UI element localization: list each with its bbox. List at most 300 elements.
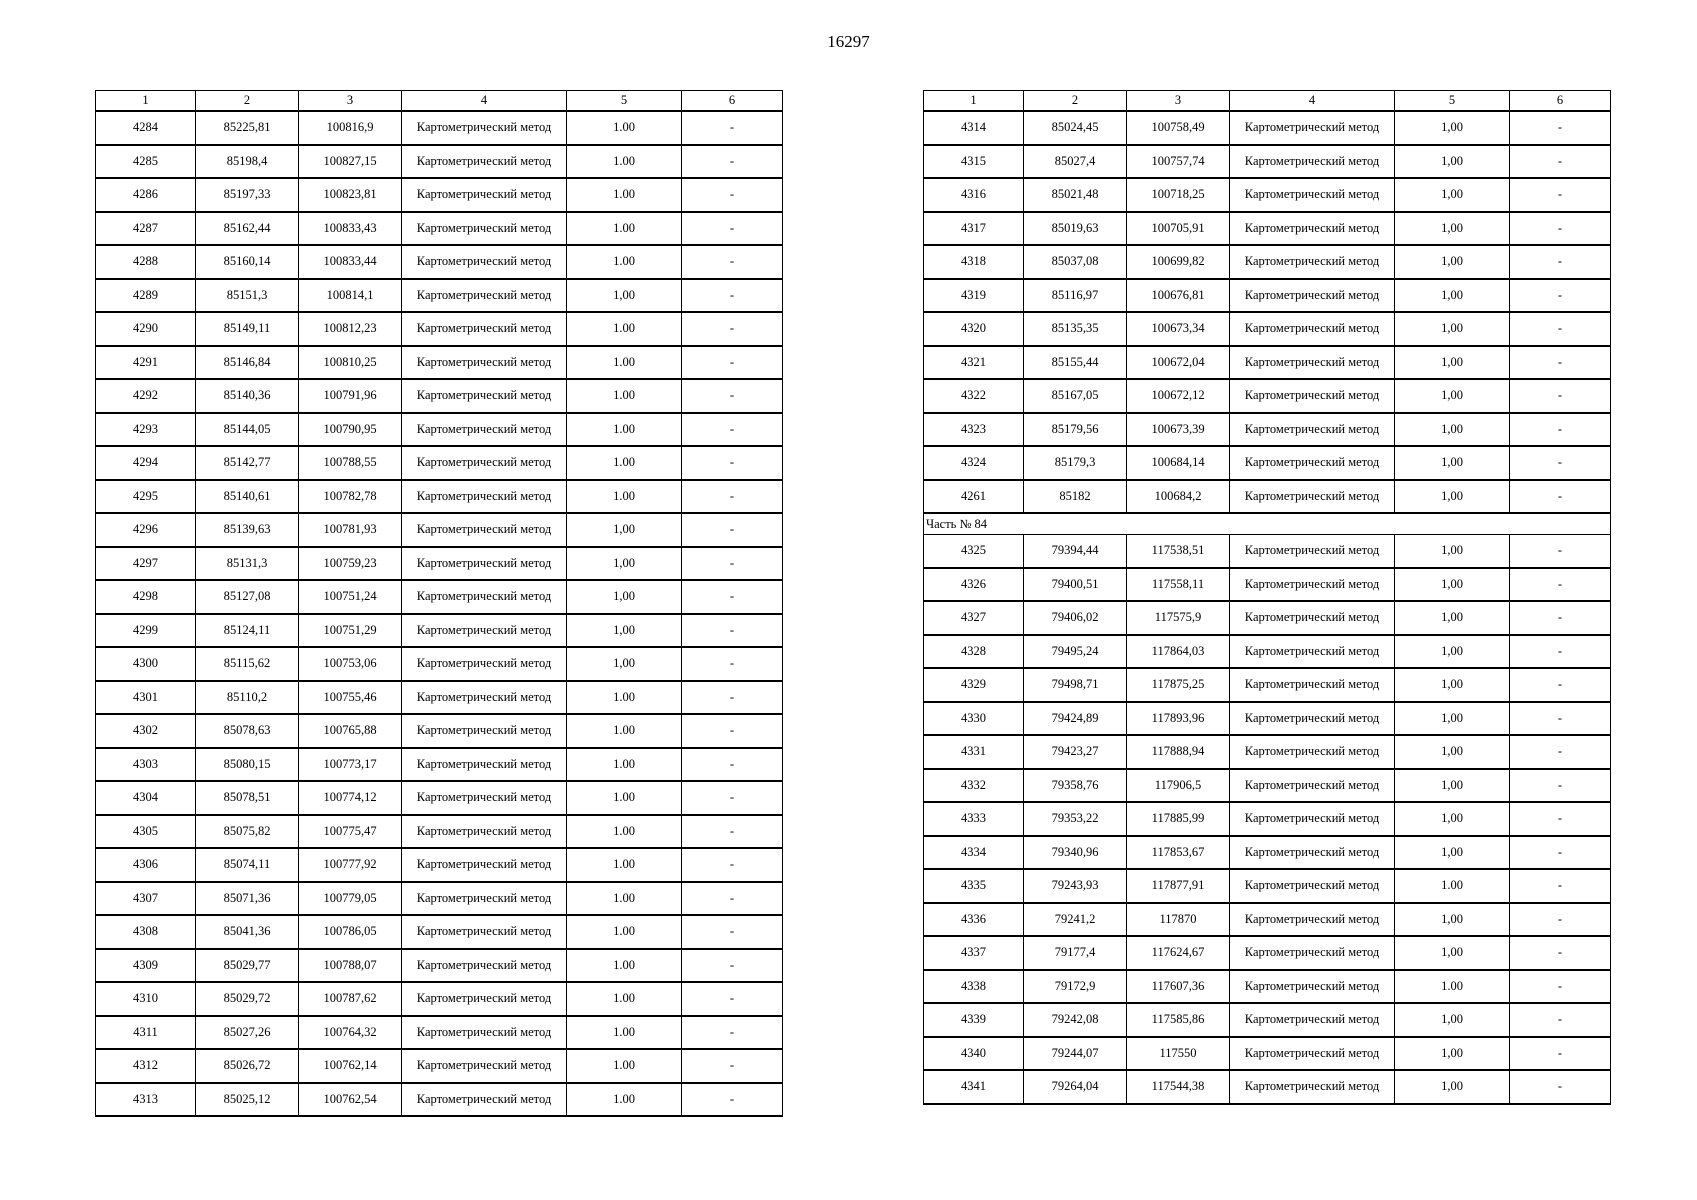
table-cell: 1,00 xyxy=(1395,1037,1510,1071)
table-cell: 1.00 xyxy=(567,949,682,983)
table-row xyxy=(924,1070,1611,1104)
table-cell: 85151,3 xyxy=(196,279,299,313)
table-cell: - xyxy=(682,480,783,514)
table-row xyxy=(96,547,783,581)
table-cell: 100758,49 xyxy=(1127,111,1230,145)
table-cell: Картометрический метод xyxy=(402,882,567,916)
table-row xyxy=(924,480,1611,514)
table-cell: 117906,5 xyxy=(1127,769,1230,803)
table-cell: 79172,9 xyxy=(1024,970,1127,1004)
table-row xyxy=(924,312,1611,346)
table-cell: 85197,33 xyxy=(196,178,299,212)
table-cell: - xyxy=(1510,379,1611,413)
table-cell: - xyxy=(1510,446,1611,480)
table-cell: 1,00 xyxy=(567,513,682,547)
table-cell: - xyxy=(1510,480,1611,514)
table-cell: - xyxy=(682,346,783,380)
table-cell: - xyxy=(682,379,783,413)
table-cell: 4341 xyxy=(924,1070,1024,1104)
table-cell: 85135,35 xyxy=(1024,312,1127,346)
table-row xyxy=(96,1083,783,1117)
table-cell: 1,00 xyxy=(1395,379,1510,413)
table-cell: - xyxy=(1510,903,1611,937)
table-cell: 1,00 xyxy=(1395,568,1510,602)
table-row xyxy=(96,379,783,413)
table-cell: 1,00 xyxy=(1395,312,1510,346)
table-cell: 4304 xyxy=(96,781,196,815)
table-cell: 1.00 xyxy=(1395,869,1510,903)
table-cell: 79394,44 xyxy=(1024,535,1127,568)
table-cell: Картометрический метод xyxy=(402,312,567,346)
table-cell: 100673,34 xyxy=(1127,312,1230,346)
table-cell: Картометрический метод xyxy=(402,346,567,380)
table-cell: - xyxy=(682,513,783,547)
table-cell: 4317 xyxy=(924,212,1024,246)
table-cell: 4300 xyxy=(96,647,196,681)
table-cell: 4334 xyxy=(924,836,1024,870)
table-cell: 100782,78 xyxy=(299,480,402,514)
table-cell: 100751,29 xyxy=(299,614,402,648)
table-row xyxy=(924,970,1611,1004)
table-row xyxy=(96,815,783,849)
table-cell: 4286 xyxy=(96,178,196,212)
table-cell: Картометрический метод xyxy=(402,480,567,514)
column-header: 4 xyxy=(1230,91,1395,112)
table-cell: 79423,27 xyxy=(1024,735,1127,769)
table-cell: 85149,11 xyxy=(196,312,299,346)
table-cell: Картометрический метод xyxy=(402,212,567,246)
table-cell: Картометрический метод xyxy=(1230,702,1395,736)
table-row xyxy=(924,735,1611,769)
table-cell: 79424,89 xyxy=(1024,702,1127,736)
table-cell: 4338 xyxy=(924,970,1024,1004)
table-cell: 1.00 xyxy=(567,681,682,715)
table-cell: 79353,22 xyxy=(1024,802,1127,836)
table-cell: 4315 xyxy=(924,145,1024,179)
table-cell: - xyxy=(682,1049,783,1083)
table-row xyxy=(924,279,1611,313)
table-cell: 4261 xyxy=(924,480,1024,514)
table-cell: 4306 xyxy=(96,848,196,882)
table-cell: Картометрический метод xyxy=(1230,802,1395,836)
table-cell: - xyxy=(682,647,783,681)
table-row xyxy=(96,480,783,514)
table-cell: 117558,11 xyxy=(1127,568,1230,602)
table-cell: 1.00 xyxy=(567,781,682,815)
table-cell: Картометрический метод xyxy=(1230,279,1395,313)
table-cell: 1,00 xyxy=(1395,111,1510,145)
table-row xyxy=(96,949,783,983)
table-cell: - xyxy=(682,111,783,145)
table-cell: 4298 xyxy=(96,580,196,614)
column-header: 6 xyxy=(1510,91,1611,112)
table-row xyxy=(96,513,783,547)
table-cell: Картометрический метод xyxy=(1230,735,1395,769)
table-cell: 1,00 xyxy=(1395,279,1510,313)
table-cell: 79177,4 xyxy=(1024,936,1127,970)
table-row xyxy=(924,145,1611,179)
table-cell: 100765,88 xyxy=(299,714,402,748)
table-cell: 100787,62 xyxy=(299,982,402,1016)
table-cell: 85116,97 xyxy=(1024,279,1127,313)
table-cell: 4329 xyxy=(924,668,1024,702)
table-cell: 100672,12 xyxy=(1127,379,1230,413)
table-cell: Картометрический метод xyxy=(402,111,567,145)
table-cell: 4294 xyxy=(96,446,196,480)
table-cell: Картометрический метод xyxy=(402,748,567,782)
table-cell: 1,00 xyxy=(1395,702,1510,736)
table-cell: - xyxy=(682,714,783,748)
table-cell: 117864,03 xyxy=(1127,635,1230,669)
table-cell: 1.00 xyxy=(567,982,682,1016)
table-row xyxy=(924,379,1611,413)
table-cell: Картометрический метод xyxy=(402,714,567,748)
table-cell: - xyxy=(1510,769,1611,803)
table-cell: Картометрический метод xyxy=(1230,245,1395,279)
table-cell: Картометрический метод xyxy=(402,513,567,547)
table-cell: 1.00 xyxy=(567,748,682,782)
table-cell: - xyxy=(682,781,783,815)
column-header: 4 xyxy=(402,91,567,112)
table-cell: Картометрический метод xyxy=(1230,178,1395,212)
table-cell: 85071,36 xyxy=(196,882,299,916)
table-cell: - xyxy=(1510,668,1611,702)
table-cell: 79340,96 xyxy=(1024,836,1127,870)
table-row xyxy=(96,413,783,447)
table-cell: - xyxy=(1510,212,1611,246)
table-cell: 1.00 xyxy=(567,848,682,882)
table-cell: 85167,05 xyxy=(1024,379,1127,413)
table-cell: 85155,44 xyxy=(1024,346,1127,380)
table-cell: 4292 xyxy=(96,379,196,413)
table-cell: 4303 xyxy=(96,748,196,782)
table-cell: 4337 xyxy=(924,936,1024,970)
table-cell: Картометрический метод xyxy=(402,245,567,279)
table-cell: 100672,04 xyxy=(1127,346,1230,380)
table-cell: Картометрический метод xyxy=(1230,111,1395,145)
table-cell: 1,00 xyxy=(1395,446,1510,480)
table-cell: 85160,14 xyxy=(196,245,299,279)
table-cell: Картометрический метод xyxy=(1230,446,1395,480)
table-cell: 85140,36 xyxy=(196,379,299,413)
table-cell: 79406,02 xyxy=(1024,601,1127,635)
table-row xyxy=(924,1003,1611,1037)
table-cell: 100827,15 xyxy=(299,145,402,179)
table-cell: 1.00 xyxy=(567,178,682,212)
table-row xyxy=(924,836,1611,870)
table-cell: 4287 xyxy=(96,212,196,246)
table-cell: - xyxy=(682,1016,783,1050)
table-cell: 100786,05 xyxy=(299,915,402,949)
table-cell: 100757,74 xyxy=(1127,145,1230,179)
table-cell: 100788,07 xyxy=(299,949,402,983)
table-cell: 4335 xyxy=(924,869,1024,903)
table-cell: Картометрический метод xyxy=(402,781,567,815)
table-cell: 1,00 xyxy=(1395,346,1510,380)
table-cell: - xyxy=(682,580,783,614)
table-cell: 4326 xyxy=(924,568,1024,602)
table-cell: 4332 xyxy=(924,769,1024,803)
table-cell: - xyxy=(1510,178,1611,212)
table-cell: 1,00 xyxy=(567,647,682,681)
table-cell: 4309 xyxy=(96,949,196,983)
table-cell: 1,00 xyxy=(1395,1003,1510,1037)
table-cell: - xyxy=(682,1083,783,1117)
column-header: 2 xyxy=(1024,91,1127,112)
table-cell: Картометрический метод xyxy=(402,178,567,212)
table-cell: 117575,9 xyxy=(1127,601,1230,635)
table-cell: 1.00 xyxy=(567,346,682,380)
table-row xyxy=(924,702,1611,736)
table-cell: Картометрический метод xyxy=(402,1083,567,1117)
table-cell: Картометрический метод xyxy=(1230,769,1395,803)
table-cell: 117885,99 xyxy=(1127,802,1230,836)
column-header: 1 xyxy=(96,91,196,112)
table-cell: 117877,91 xyxy=(1127,869,1230,903)
table-cell: 1.00 xyxy=(567,111,682,145)
table-cell: - xyxy=(1510,245,1611,279)
table-cell: - xyxy=(1510,601,1611,635)
table-cell: Картометрический метод xyxy=(402,145,567,179)
table-cell: - xyxy=(682,949,783,983)
table-cell: 100823,81 xyxy=(299,178,402,212)
table-header-row xyxy=(924,91,1611,112)
table-cell: 1,00 xyxy=(1395,535,1510,568)
table-row xyxy=(96,714,783,748)
table-cell: - xyxy=(1510,1003,1611,1037)
table-cell: 117544,38 xyxy=(1127,1070,1230,1104)
table-cell: Картометрический метод xyxy=(402,1049,567,1083)
table-cell: - xyxy=(682,848,783,882)
table-cell: 1.00 xyxy=(567,714,682,748)
table-cell: 85027,26 xyxy=(196,1016,299,1050)
table-cell: 100684,2 xyxy=(1127,480,1230,514)
column-header: 1 xyxy=(924,91,1024,112)
table-cell: Картометрический метод xyxy=(1230,480,1395,514)
table-cell: 1,00 xyxy=(1395,413,1510,447)
table-cell: 85024,45 xyxy=(1024,111,1127,145)
table-row xyxy=(96,915,783,949)
table-cell: 100751,24 xyxy=(299,580,402,614)
table-cell: 1.00 xyxy=(567,245,682,279)
table-cell: 1.00 xyxy=(567,312,682,346)
table-cell: 4289 xyxy=(96,279,196,313)
table-cell: 85037,08 xyxy=(1024,245,1127,279)
table-cell: 1,00 xyxy=(1395,1070,1510,1104)
table-cell: 85025,12 xyxy=(196,1083,299,1117)
table-cell: 1,00 xyxy=(1395,245,1510,279)
table-row xyxy=(924,1037,1611,1071)
table-cell: 4310 xyxy=(96,982,196,1016)
table-cell: 4312 xyxy=(96,1049,196,1083)
table-cell: - xyxy=(1510,802,1611,836)
table-cell: - xyxy=(682,547,783,581)
table-cell: 1.00 xyxy=(567,145,682,179)
table-cell: 100816,9 xyxy=(299,111,402,145)
table-cell: 1,00 xyxy=(1395,668,1510,702)
table-cell: - xyxy=(1510,1070,1611,1104)
table-cell: Картометрический метод xyxy=(1230,346,1395,380)
column-header: 5 xyxy=(567,91,682,112)
table-cell: 100764,32 xyxy=(299,1016,402,1050)
table-cell: - xyxy=(1510,413,1611,447)
table-cell: 1,00 xyxy=(1395,145,1510,179)
table-cell: 4301 xyxy=(96,681,196,715)
table-cell: 100759,23 xyxy=(299,547,402,581)
table-cell: 100812,23 xyxy=(299,312,402,346)
table-cell: 4293 xyxy=(96,413,196,447)
table-cell: 79244,07 xyxy=(1024,1037,1127,1071)
table-cell: 85026,72 xyxy=(196,1049,299,1083)
table-cell: 4320 xyxy=(924,312,1024,346)
table-cell: 85078,51 xyxy=(196,781,299,815)
table-row xyxy=(96,346,783,380)
table-cell: - xyxy=(682,413,783,447)
table-cell: 1.00 xyxy=(567,413,682,447)
table-cell: - xyxy=(682,446,783,480)
table-cell: 117607,36 xyxy=(1127,970,1230,1004)
table-cell: 4336 xyxy=(924,903,1024,937)
table-cell: Картометрический метод xyxy=(402,614,567,648)
table-header-row xyxy=(96,91,783,112)
table-cell: Картометрический метод xyxy=(1230,1070,1395,1104)
table-cell: 4340 xyxy=(924,1037,1024,1071)
table-row xyxy=(96,614,783,648)
table-row xyxy=(96,446,783,480)
table-cell: 1,00 xyxy=(1395,735,1510,769)
table-cell: 100810,25 xyxy=(299,346,402,380)
table-row xyxy=(96,882,783,916)
table-cell: 1.00 xyxy=(1395,970,1510,1004)
table-cell: - xyxy=(682,915,783,949)
table-row xyxy=(96,580,783,614)
table-cell: 117888,94 xyxy=(1127,735,1230,769)
table-cell: 117853,67 xyxy=(1127,836,1230,870)
table-cell: 4311 xyxy=(96,1016,196,1050)
table-cell: 4296 xyxy=(96,513,196,547)
table-cell: 100775,47 xyxy=(299,815,402,849)
table-row xyxy=(924,869,1611,903)
table-cell: 100814,1 xyxy=(299,279,402,313)
table-cell: 4324 xyxy=(924,446,1024,480)
table-row xyxy=(924,446,1611,480)
table-row xyxy=(924,635,1611,669)
table-row xyxy=(96,647,783,681)
table-cell: Картометрический метод xyxy=(1230,836,1395,870)
table-cell: 85131,3 xyxy=(196,547,299,581)
table-cell: 1.00 xyxy=(567,882,682,916)
column-header: 3 xyxy=(299,91,402,112)
table-cell: 85021,48 xyxy=(1024,178,1127,212)
table-cell: 85110,2 xyxy=(196,681,299,715)
table-cell: 85182 xyxy=(1024,480,1127,514)
table-cell: 1,00 xyxy=(567,279,682,313)
table-row xyxy=(96,245,783,279)
table-row xyxy=(924,413,1611,447)
table-cell: - xyxy=(682,212,783,246)
table-row xyxy=(96,681,783,715)
table-row xyxy=(96,178,783,212)
table-cell: 85140,61 xyxy=(196,480,299,514)
table-cell: 100762,54 xyxy=(299,1083,402,1117)
table-cell: 1.00 xyxy=(567,480,682,514)
table-cell: 85162,44 xyxy=(196,212,299,246)
table-cell: Картометрический метод xyxy=(402,647,567,681)
table-cell: 1,00 xyxy=(1395,936,1510,970)
table-row xyxy=(96,145,783,179)
part-heading: Часть № 84 xyxy=(924,513,1611,535)
table-cell: 85127,08 xyxy=(196,580,299,614)
column-header: 6 xyxy=(682,91,783,112)
table-cell: 1,00 xyxy=(1395,635,1510,669)
table-cell: 4308 xyxy=(96,915,196,949)
table-cell: Картометрический метод xyxy=(1230,936,1395,970)
table-cell: Картометрический метод xyxy=(402,949,567,983)
table-cell: 4307 xyxy=(96,882,196,916)
table-cell: Картометрический метод xyxy=(1230,379,1395,413)
table-cell: - xyxy=(682,748,783,782)
table-cell: Картометрический метод xyxy=(402,681,567,715)
table-cell: 1,00 xyxy=(1395,836,1510,870)
table-cell: 100833,44 xyxy=(299,245,402,279)
part-heading-row xyxy=(924,513,1611,535)
table-cell: 1,00 xyxy=(1395,601,1510,635)
table-cell: 1,00 xyxy=(567,580,682,614)
table-cell: 117893,96 xyxy=(1127,702,1230,736)
table-cell: - xyxy=(682,178,783,212)
table-cell: 1.00 xyxy=(567,1049,682,1083)
table-cell: Картометрический метод xyxy=(1230,212,1395,246)
column-header: 2 xyxy=(196,91,299,112)
table-cell: 4290 xyxy=(96,312,196,346)
table-cell: 85029,72 xyxy=(196,982,299,1016)
table-cell: - xyxy=(682,245,783,279)
table-cell: 85225,81 xyxy=(196,111,299,145)
table-row xyxy=(924,212,1611,246)
table-cell: 4319 xyxy=(924,279,1024,313)
table-cell: 117538,51 xyxy=(1127,535,1230,568)
table-cell: 117585,86 xyxy=(1127,1003,1230,1037)
table-cell: - xyxy=(682,681,783,715)
coordinates-table-right xyxy=(923,90,1611,1105)
table-cell: 4295 xyxy=(96,480,196,514)
table-cell: - xyxy=(682,279,783,313)
table-cell: 1,00 xyxy=(1395,212,1510,246)
table-cell: Картометрический метод xyxy=(1230,145,1395,179)
table-cell: 117550 xyxy=(1127,1037,1230,1071)
table-cell: 85142,77 xyxy=(196,446,299,480)
table-row xyxy=(924,769,1611,803)
table-cell: 117870 xyxy=(1127,903,1230,937)
table-cell: 1,00 xyxy=(1395,802,1510,836)
table-cell: 4299 xyxy=(96,614,196,648)
table-cell: 1.00 xyxy=(567,379,682,413)
table-cell: 79400,51 xyxy=(1024,568,1127,602)
table-cell: 79358,76 xyxy=(1024,769,1127,803)
table-cell: - xyxy=(1510,970,1611,1004)
table-cell: Картометрический метод xyxy=(402,1016,567,1050)
table-cell: 85146,84 xyxy=(196,346,299,380)
table-cell: 4314 xyxy=(924,111,1024,145)
table-cell: 79241,2 xyxy=(1024,903,1127,937)
table-cell: 85078,63 xyxy=(196,714,299,748)
table-cell: 100755,46 xyxy=(299,681,402,715)
table-cell: Картометрический метод xyxy=(1230,668,1395,702)
table-cell: 4305 xyxy=(96,815,196,849)
table-cell: 85080,15 xyxy=(196,748,299,782)
table-cell: 100684,14 xyxy=(1127,446,1230,480)
table-cell: Картометрический метод xyxy=(402,848,567,882)
